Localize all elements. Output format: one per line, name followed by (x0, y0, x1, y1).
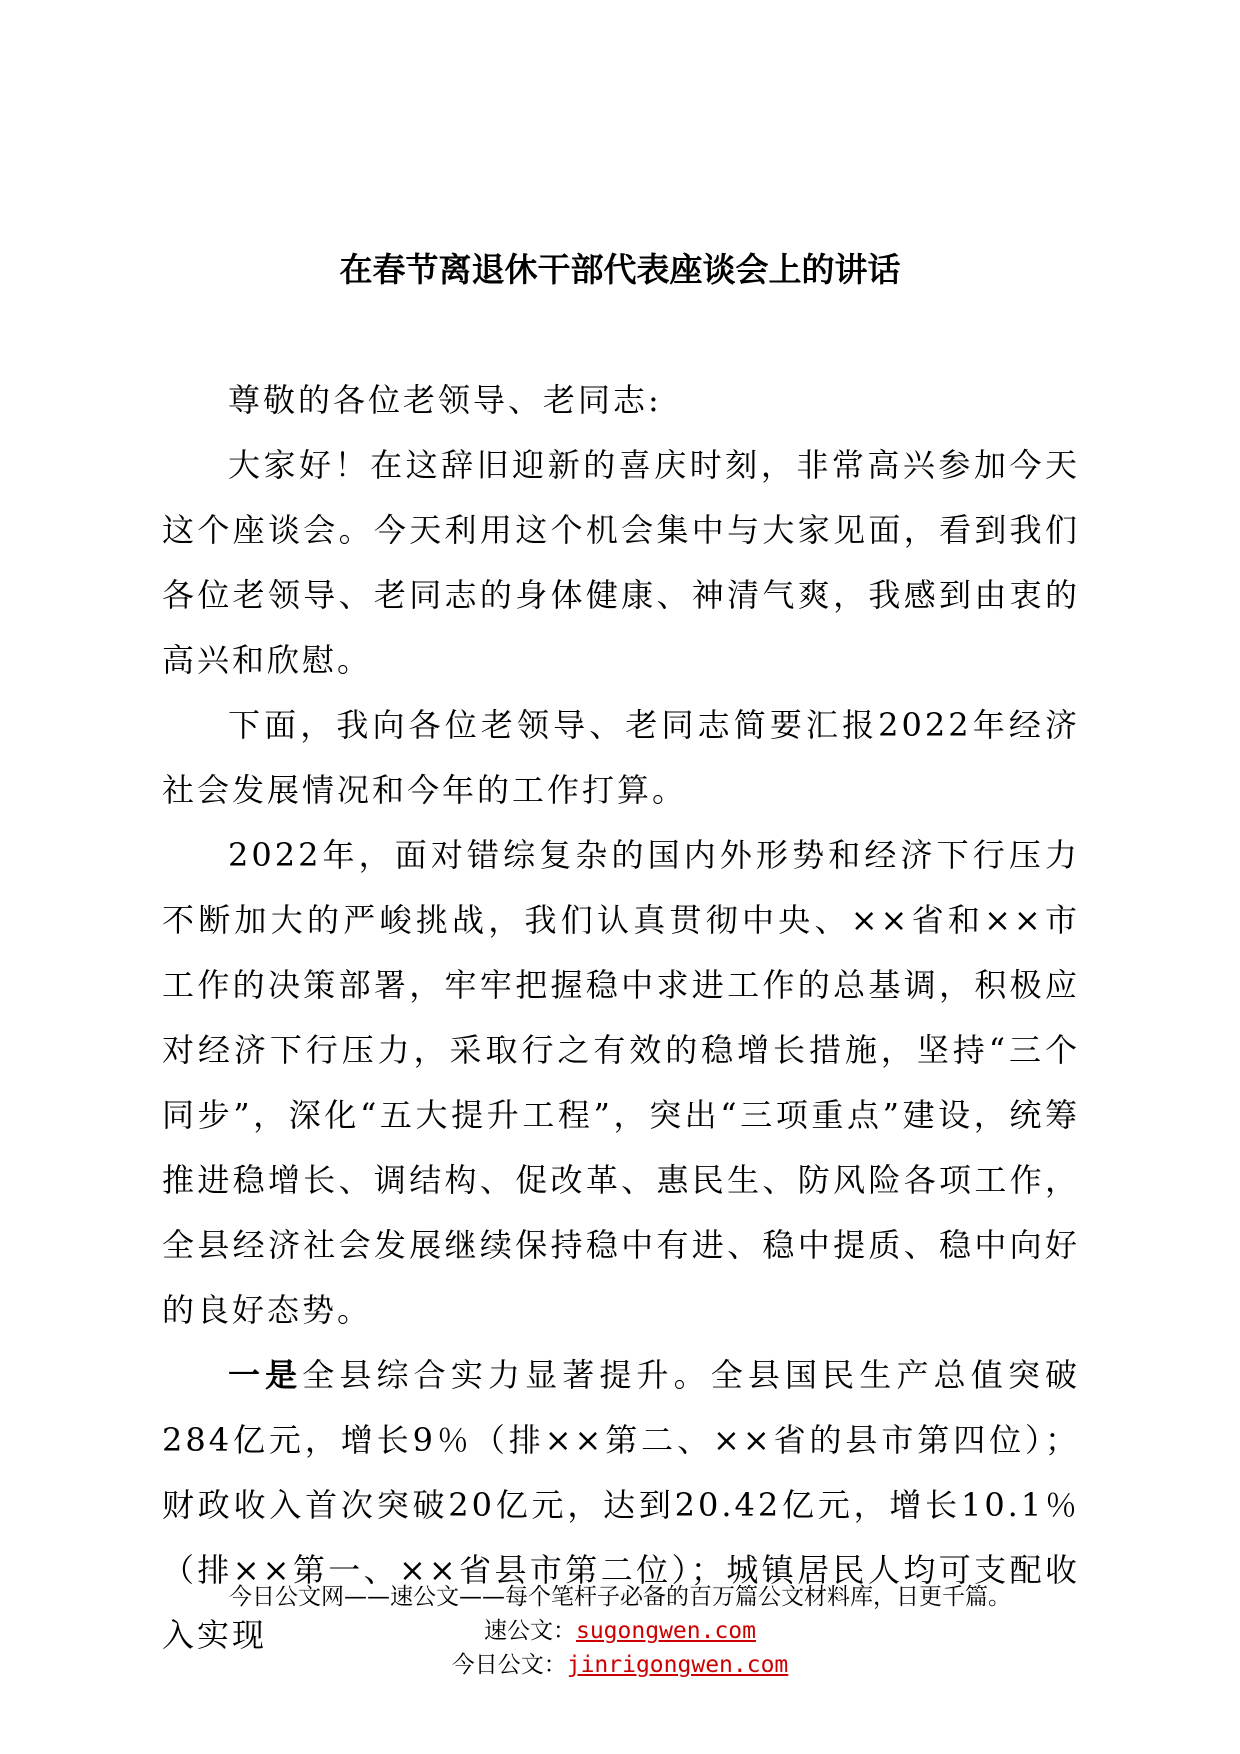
document-title: 在春节离退休干部代表座谈会上的讲话 (339, 250, 901, 289)
footer-slogan: 今日公文网——速公文——每个笔杆子必备的百万篇公文材料库，日更千篇。 (229, 1584, 1011, 1610)
paragraph-greeting: 大家好！在这辞旧迎新的喜庆时刻，非常高兴参加今天这个座谈会。今天利用这个机会集中与大家见面，看到我们各位老领导、老同志的身体健康、神清气爽，我感到由衷的高兴和欣慰。 (162, 446, 1080, 679)
paragraph-2022-overview: 2022年，面对错综复杂的国内外形势和经济下行压力不断加大的严峻挑战，我们认真贯彻中央、××省和××市工作的决策部署，牢牢把握稳中求进工作的总基调，积极应对经济下行压力，采取行之有效的稳增长措施，坚持“三个同步”，深化“五大提升工程”，突出“三项重点”建设，统筹推进稳增长、调结构、促改革、惠民生、防风险各项工作，全县经济社会发展继续保持稳中有进、稳中提质、稳中向好的良好态势。 (162, 836, 1080, 1329)
footer-sugongwen-label: 速公文： (483, 1618, 576, 1644)
jinrigongwen-link[interactable]: jinrigongwen.com (566, 1652, 789, 1678)
paragraph-report-intro: 下面，我向各位老领导、老同志简要汇报2022年经济社会发展情况和今年的工作打算。 (162, 706, 1080, 809)
point-one-text: 全县综合实力显著提升。全县国民生产总值突破284亿元，增长9％（排××第二、××省的县市第四位）；财政收入首次突破20亿元，达到20.42亿元，增长10.1％（排××第一、××省县市第二位）；城镇居民人均可支配收入实现 (162, 1356, 1080, 1654)
footer-jinrigongwen-label: 今日公文： (451, 1652, 567, 1678)
footer-sugongwen (0, 1614, 1240, 1648)
salutation: 尊敬的各位老领导、老同志: (228, 381, 662, 419)
footer-jinrigongwen (0, 1648, 1240, 1682)
sugongwen-link[interactable]: sugongwen.com (575, 1618, 756, 1644)
document-body (162, 368, 1080, 1668)
point-one-lead: 一是 (228, 1356, 303, 1394)
